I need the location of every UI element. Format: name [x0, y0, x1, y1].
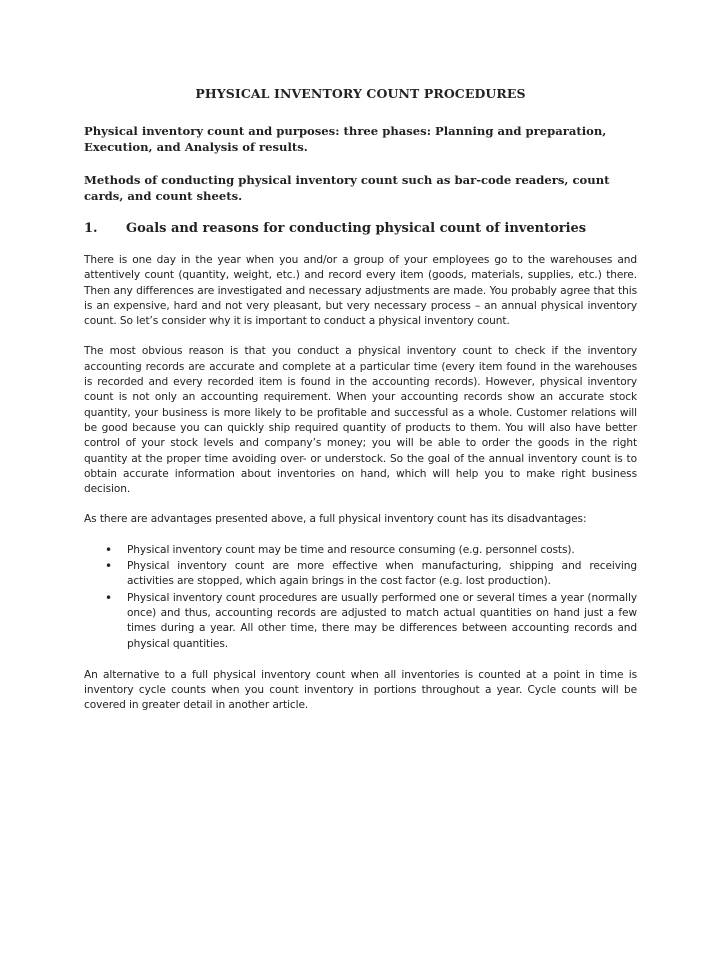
list-item-text: Physical inventory count are more effective when manufacturing, shipping and receiving activities are stopped, which again brings in the cost factor (e.g. lost production). [127, 560, 637, 588]
body-paragraph-3: As there are advantages presented above, a full physical inventory count has its disadvantages: [84, 513, 587, 526]
document-page [84, 86, 637, 729]
body-paragraph-1: There is one day in the year when you and/or a group of your employees go to the warehouses and attentively count (quantity, weight, etc.) and record every item (goods, materials, supplies, etc.) there. Then any differences are investigated and necessary adjustments are made. You probably agree that this is an expensive, hard and not very pleasant, but very necessary process – an annual physical inventory count. So let’s consider why it is important to conduct a physical inventory count. [84, 254, 637, 328]
section-1-heading [84, 221, 637, 236]
bullet-icon: • [105, 559, 112, 574]
document-title: PHYSICAL INVENTORY COUNT PROCEDURES [195, 86, 526, 101]
list-item-text: Physical inventory count procedures are usually performed one or several times a year (normally once) and thus, accounting records are adjusted to match actual quantities on hand just a few times during a year. All other time, there may be differences between accounting records and physical quantities. [127, 591, 637, 650]
list-item-text: Physical inventory count may be time and resource consuming (e.g. personnel costs). [127, 543, 575, 556]
body-paragraph-2: The most obvious reason is that you conduct a physical inventory count to check if the inventory accounting records are accurate and complete at a particular time (every item found in the warehouses is recorded and every recorded item is found in the accounting records). However, physical inventory count is not only an accounting requirement. When your accounting records show an accurate stock quantity, your business is more likely to be profitable and successful as a whole. Customer relations will be good because you can quickly ship required quantity of products to them. You will also have better control of your stock levels and company’s money; you will be able to order the goods in the right quantity at the proper time avoiding over- or understock. So the goal of the annual inventory count is to obtain accurate information about inventories on hand, which will help you to make right business decision. [84, 345, 637, 496]
intro-phases-paragraph: Physical inventory count and purposes: three phases: Planning and preparation, Execution, and Analysis of results. [84, 124, 607, 154]
bullet-icon: • [105, 590, 112, 605]
section-1-title: Goals and reasons for conducting physical count of inventories [126, 221, 587, 236]
closing-paragraph: An alternative to a full physical inventory count when all inventories is counted at a point in time is inventory cycle counts when you count inventory in portions throughout a year. Cycle counts will be covered in greater detail in another article. [84, 668, 637, 712]
section-1-number: 1. [84, 221, 98, 236]
list-item [84, 543, 637, 558]
intro-methods-paragraph: Methods of conducting physical inventory count such as bar-code readers, count cards, and count sheets. [84, 173, 610, 203]
bullet-icon: • [105, 542, 112, 557]
list-item [84, 591, 637, 652]
list-item [84, 559, 637, 590]
disadvantages-list [84, 543, 637, 652]
